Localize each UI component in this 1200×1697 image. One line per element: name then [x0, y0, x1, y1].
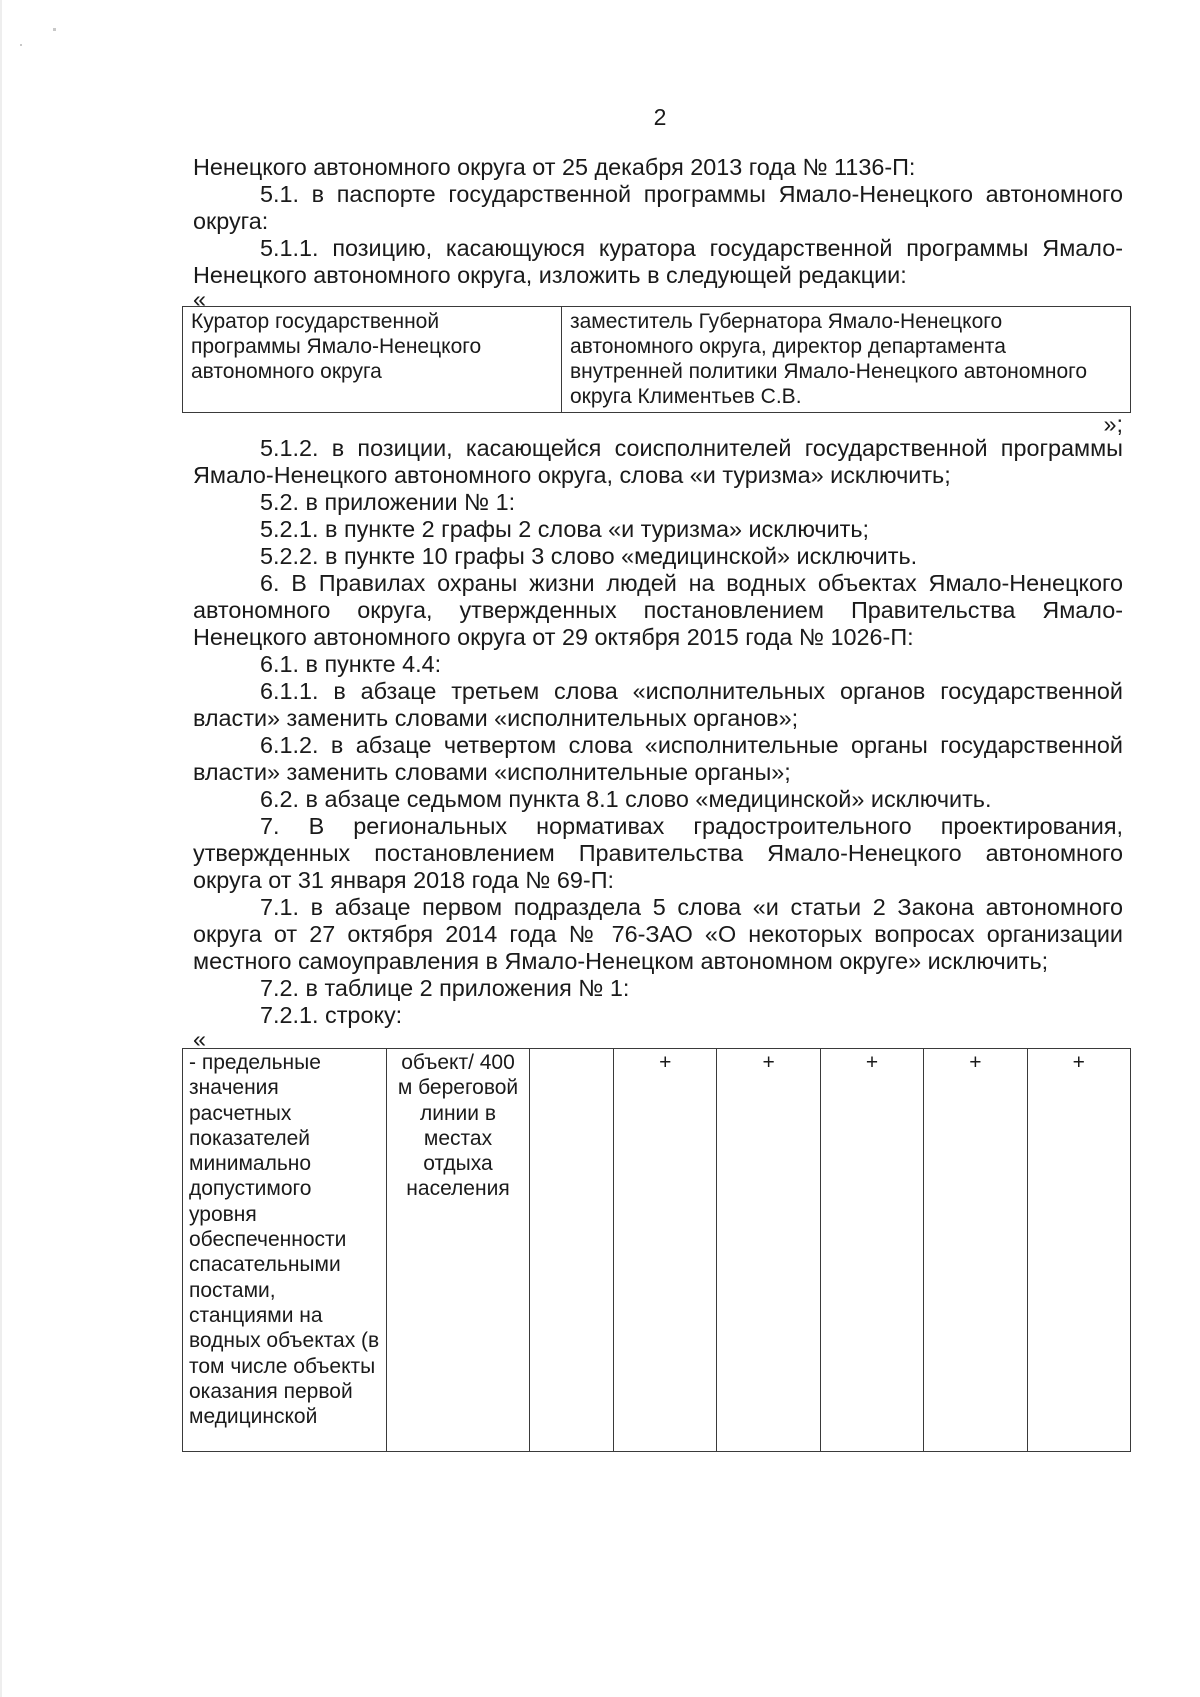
scan-dot: [53, 28, 56, 31]
paragraph: 7.2.1. строку:: [260, 1002, 403, 1028]
opening-quote: «: [193, 1026, 207, 1052]
plus-mark-cell: +: [820, 1049, 923, 1452]
paragraph: 5.1. в паспорте государственной программы Ямало-Ненецкого автономного округа:: [193, 181, 1123, 234]
paragraph: 5.2.2. в пункте 10 графы 3 слово «медицинской» исключить.: [260, 543, 918, 569]
paragraph: 7.1. в абзаце первом подраздела 5 слова «и статьи 2 Закона автономного округа от 27 октября 2014 года № 76-ЗАО «О некоторых вопросах организации местного самоуправления в Ямало-Ненецком автономном округе» исключить;: [193, 894, 1123, 974]
paragraph: 5.1.1. позицию, касающуюся куратора государственной программы Ямало-Ненецкого автономного округа, изложить в следующей редакции:: [193, 235, 1123, 288]
document-body: [189, 154, 1123, 1452]
scan-edge-mark: [0, 0, 2, 1697]
paragraph: 6.1. в пункте 4.4:: [260, 651, 442, 677]
paragraph: Ненецкого автономного округа от 25 декабря 2013 года № 1136-П:: [193, 154, 916, 180]
unit-cell: объект/ 400 м береговой линии в местах отдыха населения: [387, 1049, 530, 1452]
indicator-cell: - предельные значения расчетных показателей минимально допустимого уровня обеспеченности спасательными постами, станциями на водных объектах (в том числе объекты оказания первой медицинской: [183, 1049, 387, 1452]
paragraph: 5.1.2. в позиции, касающейся соисполнителей государственной программы Ямало-Ненецкого автономного округа, слова «и туризма» исключить;: [193, 435, 1123, 488]
paragraph: 7.2. в таблице 2 приложения № 1:: [260, 975, 630, 1001]
plus-mark-cell: +: [717, 1049, 820, 1452]
paragraph: 6.2. в абзаце седьмом пункта 8.1 слово «медицинской» исключить.: [260, 786, 992, 812]
plus-mark-cell: +: [924, 1049, 1027, 1452]
scan-dot: [20, 44, 22, 46]
paragraph: 5.2.1. в пункте 2 графы 2 слова «и туризма» исключить;: [260, 516, 870, 542]
opening-quote: «: [193, 286, 207, 312]
paragraph: 7. В региональных нормативах градостроительного проектирования, утвержденных постановлением Правительства Ямало-Ненецкого автономного округа от 31 января 2018 года № 69-П:: [193, 813, 1123, 893]
page-number: 2: [653, 104, 667, 130]
norm-table: [182, 1048, 1131, 1452]
paragraph: 6.1.2. в абзаце четвертом слова «исполнительные органы государственной власти» заменить словами «исполнительные органы»;: [193, 732, 1123, 785]
curator-label-cell: Куратор государственной программы Ямало-Ненецкого автономного округа: [183, 307, 562, 413]
paragraph: 5.2. в приложении № 1:: [260, 489, 516, 515]
paragraph: 6.1.1. в абзаце третьем слова «исполнительных органов государственной власти» заменить словами «исполнительных органов»;: [193, 678, 1123, 731]
paragraph: 6. В Правилах охраны жизни людей на водных объектах Ямало-Ненецкого автономного округа, утвержденных постановлением Правительства Ямало-Ненецкого автономного округа от 29 октября 2015 года № 1026-П:: [193, 570, 1123, 650]
plus-mark-cell: +: [1027, 1049, 1130, 1452]
closing-quote: »;: [1103, 411, 1123, 437]
curator-table: [182, 306, 1131, 413]
plus-mark-cell: +: [614, 1049, 717, 1452]
table-row: [183, 1049, 1131, 1452]
empty-cell: [530, 1049, 614, 1452]
table-row: [183, 307, 1131, 413]
curator-value-cell: заместитель Губернатора Ямало-Ненецкого автономного округа, директор департамента внутренней политики Ямало-Ненецкого автономного округа Климентьев С.В.: [562, 307, 1131, 413]
